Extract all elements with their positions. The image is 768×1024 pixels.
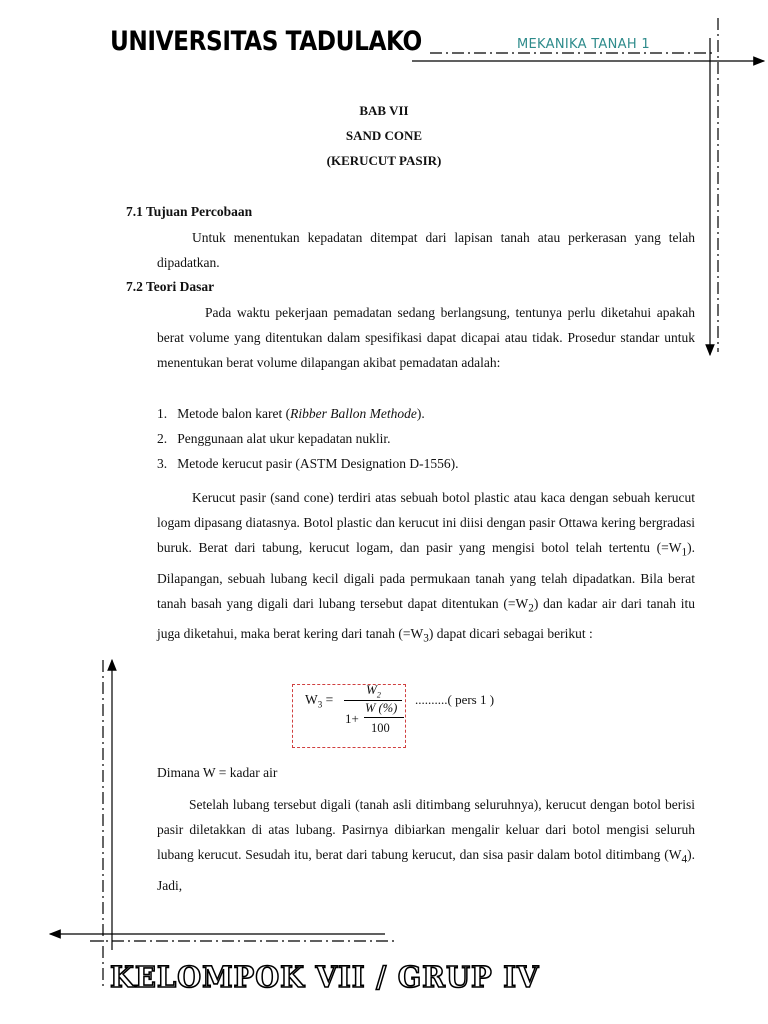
formula-inner-bar: [364, 717, 404, 718]
list-item: 1. Metode balon karet (Ribber Ballon Methode).: [157, 406, 425, 421]
university-title: UNIVERSITAS TADULAKO: [110, 26, 422, 57]
chapter-subtitle: (KERUCUT PASIR): [326, 153, 442, 168]
chapter-title: SAND CONE: [345, 128, 423, 143]
course-title: MEKANIKA TANAH 1: [517, 37, 650, 52]
formula-lhs: $W_3$ =: [305, 692, 334, 710]
teori-paragraph-2: Kerucut pasir (sand cone) terdiri atas sebuah botol plastic atau kaca dengan sebuah kerucut logam dipasang diatasnya. Botol plastic dan kerucut ini diisi dengan pasir Ottawa kering bergradasi buruk. Berat dari tabung, kerucut logam, dan pasir yang mengisi botol telah tertentu $(=W_1)$. Dilapangan, sebuah lubang kecil digali pada permukaan tanah yang telah dipadatkan. Bila berat tanah basah yang digali dari lubang tersebut dapat ditentukan $(=W_2)$ dan kadar air dari tanah itu juga diketahui, maka berat kering dari tanah $(=W_3)$ dapat dicari sebagai berikut :: [157, 490, 695, 646]
formula-reference: ..........( pers 1 ): [415, 692, 495, 707]
formula-inner-denominator: 100: [371, 721, 390, 735]
list-item: 3. Metode kerucut pasir (ASTM Designation D-1556).: [157, 456, 459, 471]
section-heading-tujuan: 7.1 Tujuan Percobaan: [126, 204, 253, 219]
chapter-number: BAB VII: [359, 103, 409, 118]
tujuan-paragraph: Untuk menentukan kepadatan ditempat dari lapisan tanah atau perkerasan yang telah dipadatkan.: [157, 230, 695, 270]
formula-numerator: $W_2$: [366, 682, 381, 700]
section-heading-teori: 7.2 Teori Dasar: [126, 279, 215, 294]
formula-denominator-left: 1+: [345, 711, 359, 726]
teori-paragraph-3: Setelah lubang tersebut digali (tanah asli ditimbang seluruhnya), kerucut dengan botol berisi pasir diletakkan di atas lubang. Pasirnya dibiarkan mengalir keluar dari botol mengisi seluruh lubang kerucut. Sesudah itu, berat dari tabung kerucut, dan sisa pasir dalam botol ditimbang $(W_4)$. Jadi,: [157, 797, 695, 893]
formula-inner-numerator: W (%): [365, 701, 398, 715]
dimana-line: Dimana W = kadar air: [157, 765, 278, 780]
group-footer: KELOMPOK VII / GRUP IV: [110, 960, 540, 994]
teori-paragraph-1: Pada waktu pekerjaan pemadatan sedang berlangsung, tentunya perlu diketahui apakah berat volume yang ditentukan dalam spesifikasi dapat dicapai atau tidak. Prosedur standar untuk menentukan berat volume dilapangan akibat pemadatan adalah:: [157, 305, 695, 370]
list-item: 2. Penggunaan alat ukur kepadatan nuklir.: [157, 431, 391, 446]
